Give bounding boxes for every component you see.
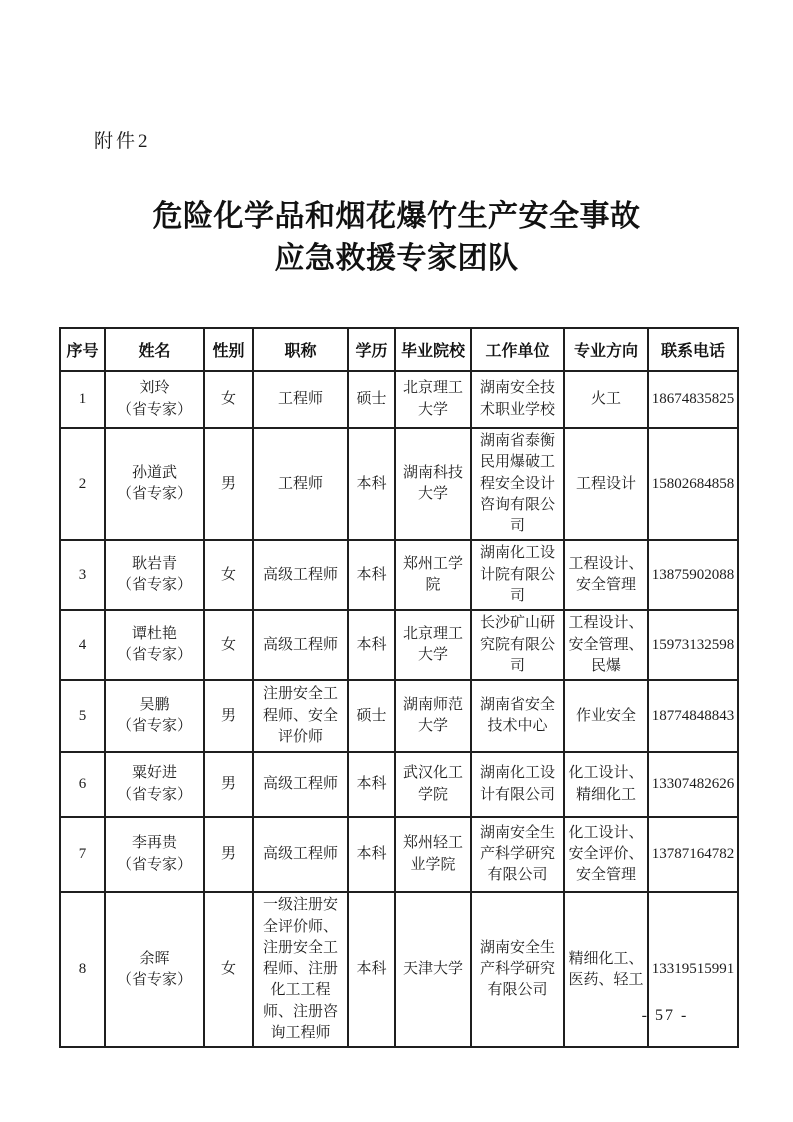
expert-name: 粟好进 xyxy=(131,765,177,782)
header-gender: 性别 xyxy=(204,328,253,371)
expert-name-note: （省专家） xyxy=(116,486,192,503)
expert-table xyxy=(59,327,739,1048)
header-specialty: 专业方向 xyxy=(564,328,648,371)
cell-employer: 湖南安全技术职业学校 xyxy=(471,371,564,428)
cell-name xyxy=(105,371,204,428)
cell-gender: 女 xyxy=(204,371,253,428)
document-title-line1: 危险化学品和烟花爆竹生产安全事故 xyxy=(152,200,641,233)
expert-row xyxy=(60,540,738,610)
cell-gender: 男 xyxy=(204,428,253,540)
expert-name: 谭杜艳 xyxy=(131,626,177,643)
cell-title: 高级工程师 xyxy=(253,752,348,817)
cell-gender: 男 xyxy=(204,680,253,752)
header-no: 序号 xyxy=(60,328,105,371)
cell-school: 郑州工学院 xyxy=(395,540,471,610)
expert-name: 余晖 xyxy=(139,950,170,967)
expert-row xyxy=(60,610,738,680)
cell-employer: 湖南化工设计院有限公司 xyxy=(471,540,564,610)
cell-name xyxy=(105,428,204,540)
cell-specialty: 精细化工、医药、轻工 xyxy=(564,892,648,1047)
cell-employer: 湖南安全生产科学研究有限公司 xyxy=(471,892,564,1047)
header-degree: 学历 xyxy=(348,328,395,371)
cell-title: 注册安全工程师、安全评价师 xyxy=(253,680,348,752)
cell-no: 8 xyxy=(60,892,105,1047)
document-title-line2: 应急救援专家团队 xyxy=(274,242,519,275)
expert-name: 耿岩青 xyxy=(131,556,177,573)
cell-degree: 硕士 xyxy=(348,680,395,752)
attachment-label: 附件2 xyxy=(94,131,151,152)
cell-specialty: 火工 xyxy=(564,371,648,428)
cell-gender: 女 xyxy=(204,892,253,1047)
cell-specialty: 化工设计、精细化工 xyxy=(564,752,648,817)
cell-employer: 湖南化工设计有限公司 xyxy=(471,752,564,817)
cell-employer: 湖南省泰衡民用爆破工程安全设计咨询有限公司 xyxy=(471,428,564,540)
cell-title: 工程师 xyxy=(253,371,348,428)
cell-school: 郑州轻工业学院 xyxy=(395,817,471,892)
expert-row xyxy=(60,752,738,817)
expert-name-note: （省专家） xyxy=(116,718,192,735)
cell-degree: 硕士 xyxy=(348,371,395,428)
table-header-row xyxy=(60,328,738,371)
cell-title: 一级注册安全评价师、注册安全工程师、注册化工工程师、注册咨询工程师 xyxy=(253,892,348,1047)
header-employer: 工作单位 xyxy=(471,328,564,371)
cell-school: 北京理工大学 xyxy=(395,610,471,680)
cell-no: 7 xyxy=(60,817,105,892)
expert-name-note: （省专家） xyxy=(116,971,192,988)
cell-employer: 长沙矿山研究院有限公司 xyxy=(471,610,564,680)
cell-school: 天津大学 xyxy=(395,892,471,1047)
header-name: 姓名 xyxy=(105,328,204,371)
cell-degree: 本科 xyxy=(348,752,395,817)
cell-gender: 女 xyxy=(204,540,253,610)
expert-name: 吴鹏 xyxy=(139,696,170,713)
cell-gender: 男 xyxy=(204,817,253,892)
cell-title: 高级工程师 xyxy=(253,610,348,680)
cell-gender: 男 xyxy=(204,752,253,817)
cell-phone: 18674835825 xyxy=(648,371,738,428)
cell-phone: 13307482626 xyxy=(648,752,738,817)
expert-name-note: （省专家） xyxy=(116,786,192,803)
cell-no: 5 xyxy=(60,680,105,752)
expert-name-note: （省专家） xyxy=(116,856,192,873)
page-number: - 57 - xyxy=(641,1007,689,1024)
cell-specialty: 工程设计、安全管理、民爆 xyxy=(564,610,648,680)
cell-phone: 13787164782 xyxy=(648,817,738,892)
expert-row xyxy=(60,428,738,540)
cell-phone: 15802684858 xyxy=(648,428,738,540)
expert-name-note: （省专家） xyxy=(116,577,192,594)
cell-name xyxy=(105,680,204,752)
expert-name-note: （省专家） xyxy=(116,401,192,418)
cell-school: 湖南科技大学 xyxy=(395,428,471,540)
cell-specialty: 作业安全 xyxy=(564,680,648,752)
expert-name: 孙道武 xyxy=(131,464,177,481)
cell-name xyxy=(105,540,204,610)
cell-title: 高级工程师 xyxy=(253,540,348,610)
cell-no: 6 xyxy=(60,752,105,817)
cell-phone: 13875902088 xyxy=(648,540,738,610)
cell-phone: 15973132598 xyxy=(648,610,738,680)
expert-row xyxy=(60,371,738,428)
expert-name: 刘玲 xyxy=(139,380,170,397)
cell-phone: 13319515991 xyxy=(648,892,738,1047)
cell-degree: 本科 xyxy=(348,428,395,540)
document-title xyxy=(0,196,793,280)
cell-school: 湖南师范大学 xyxy=(395,680,471,752)
expert-name-note: （省专家） xyxy=(116,647,192,664)
cell-name xyxy=(105,610,204,680)
cell-degree: 本科 xyxy=(348,540,395,610)
cell-degree: 本科 xyxy=(348,817,395,892)
cell-no: 4 xyxy=(60,610,105,680)
cell-title: 工程师 xyxy=(253,428,348,540)
cell-name xyxy=(105,817,204,892)
cell-name xyxy=(105,752,204,817)
cell-no: 1 xyxy=(60,371,105,428)
expert-name: 李再贵 xyxy=(131,835,177,852)
cell-title: 高级工程师 xyxy=(253,817,348,892)
cell-gender: 女 xyxy=(204,610,253,680)
cell-specialty: 工程设计、安全管理 xyxy=(564,540,648,610)
cell-school: 武汉化工学院 xyxy=(395,752,471,817)
cell-phone: 18774848843 xyxy=(648,680,738,752)
cell-specialty: 工程设计 xyxy=(564,428,648,540)
cell-employer: 湖南省安全技术中心 xyxy=(471,680,564,752)
cell-degree: 本科 xyxy=(348,892,395,1047)
cell-no: 2 xyxy=(60,428,105,540)
cell-employer: 湖南安全生产科学研究有限公司 xyxy=(471,817,564,892)
expert-row xyxy=(60,680,738,752)
header-phone: 联系电话 xyxy=(648,328,738,371)
cell-degree: 本科 xyxy=(348,610,395,680)
header-title: 职称 xyxy=(253,328,348,371)
cell-name xyxy=(105,892,204,1047)
header-school: 毕业院校 xyxy=(395,328,471,371)
cell-specialty: 化工设计、安全评价、安全管理 xyxy=(564,817,648,892)
cell-school: 北京理工大学 xyxy=(395,371,471,428)
expert-row xyxy=(60,817,738,892)
cell-no: 3 xyxy=(60,540,105,610)
